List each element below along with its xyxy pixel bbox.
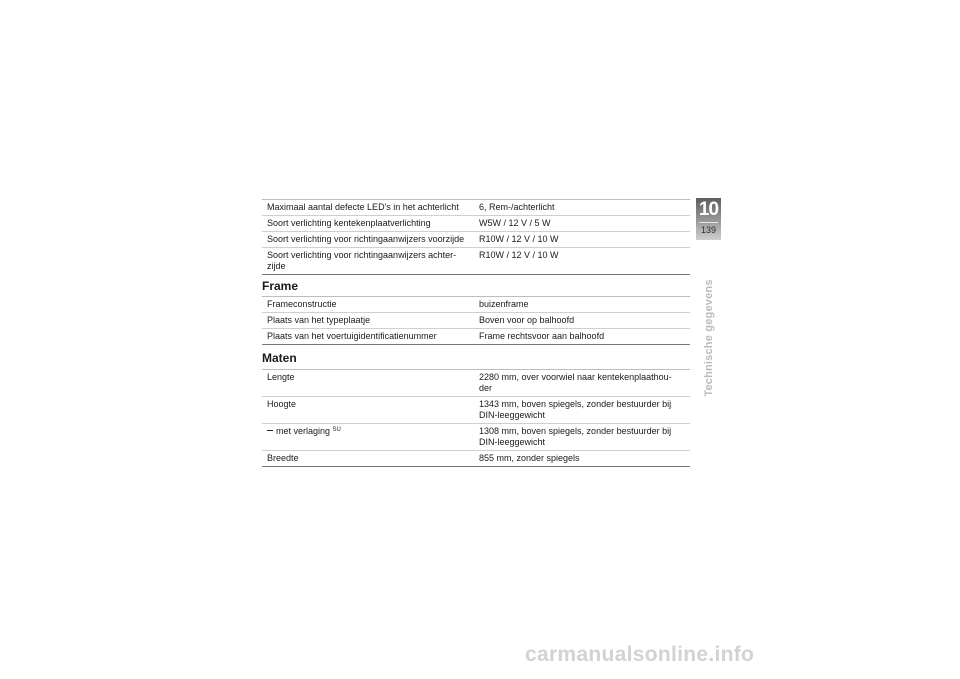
spec-label	[262, 424, 474, 451]
spec-value-text: 2280 mm, over voorwiel naar kentekenplaathou- der	[479, 372, 672, 393]
section-heading-maten: Maten	[262, 351, 297, 365]
table-row	[262, 200, 690, 216]
option-code: SU	[332, 427, 341, 433]
table-row	[262, 329, 690, 345]
spec-label: Maximaal aantal defecte LED's in het achterlicht	[262, 200, 474, 216]
spec-value: Boven voor op balhoofd	[474, 313, 690, 329]
table-row	[262, 370, 690, 397]
chapter-number: 10	[698, 199, 719, 220]
spec-value	[474, 370, 690, 397]
table-row	[262, 451, 690, 467]
spec-value	[474, 424, 690, 451]
watermark: carmanualsonline.info	[525, 643, 755, 666]
spec-value: buizenframe	[474, 297, 690, 313]
spec-label-text: met verlaging	[276, 426, 331, 436]
spec-label: Soort verlichting kentekenplaatverlichting	[262, 216, 474, 232]
spec-label: Plaats van het typeplaatje	[262, 313, 474, 329]
spec-value-text: 1308 mm, boven spiegels, zonder bestuurder bij DIN-leeggewicht	[479, 426, 672, 447]
spec-value: 855 mm, zonder spiegels	[474, 451, 690, 467]
dimensions-table	[262, 369, 690, 467]
page-number: 139	[700, 225, 717, 235]
spec-label: Breedte	[262, 451, 474, 467]
spec-label: Frameconstructie	[262, 297, 474, 313]
spec-value: 6, Rem-/achterlicht	[474, 200, 690, 216]
table-row	[262, 216, 690, 232]
frame-table	[262, 296, 690, 345]
spec-label: Plaats van het voertuigidentificatienummer	[262, 329, 474, 345]
chapter-tab	[696, 198, 721, 240]
table-row	[262, 313, 690, 329]
spec-value: Frame rechtsvoor aan balhoofd	[474, 329, 690, 345]
chapter-divider	[699, 222, 718, 223]
table-row	[262, 232, 690, 248]
spec-label: Lengte	[262, 370, 474, 397]
spec-label: Hoogte	[262, 397, 474, 424]
spec-value: R10W / 12 V / 10 W	[474, 232, 690, 248]
spec-label-text: Soort verlichting voor richtingaanwijzers achter- zijde	[267, 250, 457, 271]
spec-value: W5W / 12 V / 5 W	[474, 216, 690, 232]
table-row	[262, 424, 690, 451]
section-heading-frame: Frame	[262, 279, 299, 293]
lighting-table	[262, 199, 690, 275]
spec-value-text: 1343 mm, boven spiegels, zonder bestuurder bij DIN-leeggewicht	[479, 399, 672, 420]
table-row	[262, 248, 690, 275]
spec-value: R10W / 12 V / 10 W	[474, 248, 690, 275]
section-side-title: Technische gegevens	[703, 279, 715, 397]
table-row	[262, 297, 690, 313]
spec-label: Soort verlichting voor richtingaanwijzers voorzijde	[262, 232, 474, 248]
spec-label	[262, 248, 474, 275]
dash-icon	[267, 430, 273, 431]
spec-value	[474, 397, 690, 424]
table-row	[262, 397, 690, 424]
